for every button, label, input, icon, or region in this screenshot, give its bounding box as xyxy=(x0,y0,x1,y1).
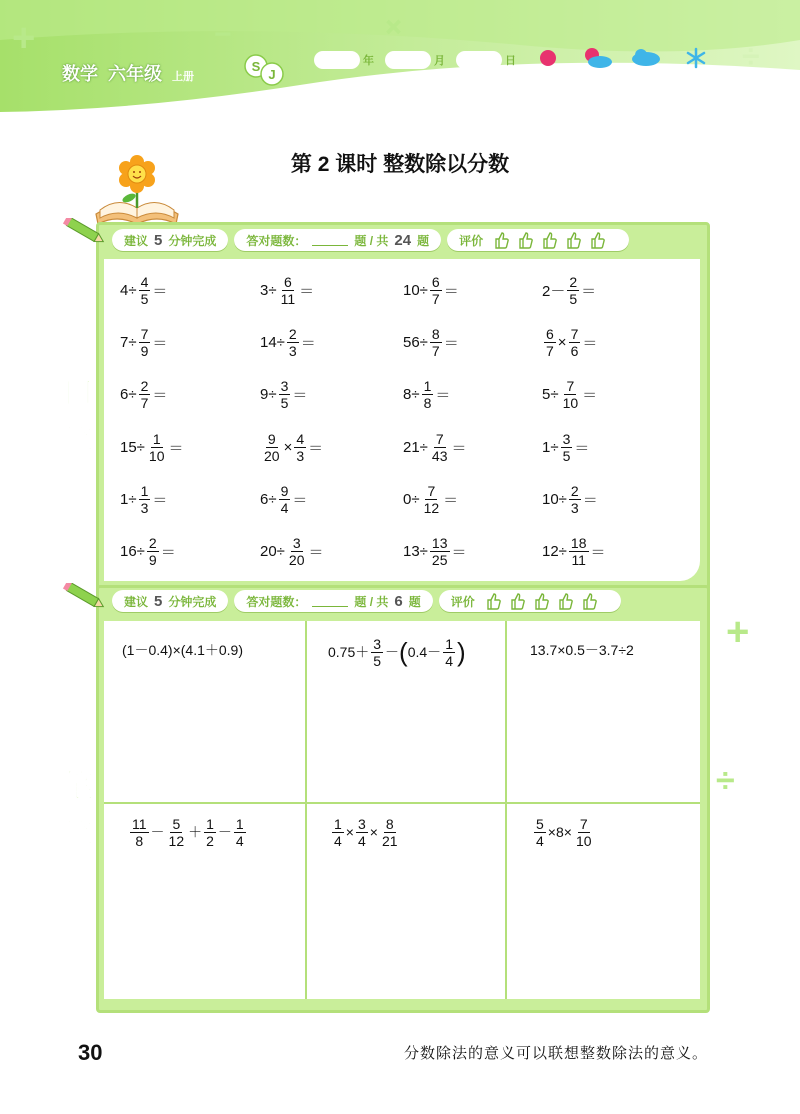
page-title: 第 2 课时 整数除以分数 xyxy=(290,153,510,176)
expr-text: ＝ xyxy=(152,282,168,300)
times-decoration: + xyxy=(372,6,414,48)
fraction: $\frac{8}{7}$ xyxy=(431,325,440,359)
fraction: $\frac{7}{43}$ xyxy=(431,430,448,464)
expr-text: 56÷ xyxy=(403,333,428,351)
expr-text: ×8× xyxy=(547,824,572,840)
expr-text: ＝ xyxy=(435,386,451,404)
written-score xyxy=(234,590,432,612)
expr-text: ＝ xyxy=(168,439,184,457)
year-label: 年 xyxy=(363,55,374,67)
fraction: $\frac{6}{7}$ xyxy=(546,325,554,359)
oral-score xyxy=(234,229,441,251)
fraction: $\frac{11}{8}$ xyxy=(132,815,147,849)
minus-decoration: − xyxy=(214,18,232,51)
subject-label: 数学 xyxy=(62,64,98,84)
grade-label: 六年级 xyxy=(108,64,162,84)
side-label-kou xyxy=(58,372,98,412)
thumbs-up-icon[interactable] xyxy=(533,592,549,610)
operator: × xyxy=(345,824,354,840)
thumbs-up-icon[interactable] xyxy=(565,231,581,249)
fraction: $\frac{1}{10}$ xyxy=(148,430,165,464)
expr-text: ＝ xyxy=(582,386,598,404)
oral-problem[interactable] xyxy=(403,529,467,573)
suggest-suffix: 分钟完成 xyxy=(168,233,217,248)
thumbs-up-icon[interactable] xyxy=(493,231,509,249)
written-problem-3: 13.7×0.5－3.7÷2 xyxy=(530,642,634,658)
oral-problem[interactable] xyxy=(120,320,167,364)
fraction: $\frac{18}{11}$ xyxy=(570,534,587,568)
expr-text: 12÷ xyxy=(542,542,567,560)
fraction: $\frac{2}{3}$ xyxy=(288,325,297,359)
fraction: $\frac{9}{20}$ xyxy=(264,430,280,464)
snow-icon[interactable] xyxy=(684,47,708,69)
expr-text: 8÷ xyxy=(403,385,420,403)
expr-text: ＝ xyxy=(574,439,590,457)
expr-text: 15÷ xyxy=(120,438,145,456)
fraction: $\frac{3}{5}$ xyxy=(373,635,382,669)
oral-problem[interactable] xyxy=(403,268,459,312)
expr-text: ＝ xyxy=(443,334,459,352)
expr-text: ＝ xyxy=(292,491,308,509)
suggest-minutes: 5 xyxy=(154,231,163,249)
operator: － xyxy=(217,824,232,840)
grid-divider xyxy=(505,621,507,999)
month-label: 月 xyxy=(434,55,445,67)
written-problem-1: (1－0.4)×(4.1＋0.9) xyxy=(122,642,243,658)
score-suffix: 题 xyxy=(408,594,421,609)
fraction: $\frac{7}{9}$ xyxy=(140,325,149,359)
sun-icon[interactable] xyxy=(536,47,560,69)
oral-problem[interactable] xyxy=(403,320,459,364)
expr-text: ＝ xyxy=(308,543,324,561)
sj-logo-icon xyxy=(243,53,285,87)
oral-problem[interactable] xyxy=(542,425,589,469)
side-label-bi xyxy=(58,766,98,806)
written-problem-2 xyxy=(328,630,466,674)
expr-text: ＝ xyxy=(300,334,316,352)
svg-text:算: 算 xyxy=(61,817,95,855)
oral-problem[interactable] xyxy=(120,529,176,573)
expr-text: ＝ xyxy=(582,334,598,352)
oral-problem[interactable] xyxy=(542,477,598,521)
sun-cloud-icon[interactable] xyxy=(580,47,614,69)
expr-text: ＝ xyxy=(581,282,597,300)
expr-text: 10÷ xyxy=(542,490,567,508)
oral-suggest-time xyxy=(112,229,228,251)
expr-text: 9÷ xyxy=(260,385,277,403)
written-problem-5 xyxy=(330,810,402,854)
oral-problem[interactable] xyxy=(542,529,606,573)
expr-text: ＝ xyxy=(451,439,467,457)
svg-text:算: 算 xyxy=(61,423,95,461)
expr-text: 2－ xyxy=(542,282,566,300)
paren-open: ( xyxy=(399,637,408,667)
fraction: $\frac{7}{10}$ xyxy=(562,377,579,411)
fraction: $\frac{9}{4}$ xyxy=(280,482,289,516)
fraction: $\frac{4}{3}$ xyxy=(296,430,305,464)
thumbs-up-icon[interactable] xyxy=(541,231,557,249)
expr-text: 0÷ xyxy=(403,490,420,508)
operator: ＋ xyxy=(188,824,203,840)
oral-problem[interactable] xyxy=(542,320,597,364)
oral-problem[interactable] xyxy=(403,477,458,521)
fraction: $\frac{7}{6}$ xyxy=(570,325,579,359)
suggest-minutes: 5 xyxy=(154,592,163,610)
side-label-suan-oral xyxy=(58,422,98,462)
oral-problem[interactable] xyxy=(120,425,184,469)
fraction: $\frac{8}{21}$ xyxy=(381,815,398,849)
score-total: 6 xyxy=(394,592,403,610)
page-number: 30 xyxy=(78,1040,103,1065)
day-label: 日 xyxy=(505,55,516,67)
score-suffix: 题 xyxy=(417,233,430,248)
thumbs-up-icon[interactable] xyxy=(517,231,533,249)
oral-info-bar xyxy=(100,229,629,251)
fraction: $\frac{5}{12}$ xyxy=(168,815,185,849)
oral-problem[interactable] xyxy=(260,372,307,416)
thumbs-up-icon[interactable] xyxy=(557,592,573,610)
expr-text: 7÷ xyxy=(120,333,137,351)
expr-text: 20÷ xyxy=(260,542,285,560)
score-mid: 题 / 共 xyxy=(354,233,389,248)
expr-text: ＝ xyxy=(308,439,324,457)
expr-text: ＝ xyxy=(292,386,308,404)
rating-thumbs xyxy=(493,231,605,249)
oral-problem[interactable] xyxy=(260,477,307,521)
expr-text: ＝ xyxy=(443,491,459,509)
oral-problem[interactable] xyxy=(260,529,324,573)
expr-text: 4÷ xyxy=(120,281,137,299)
fraction: $\frac{1}{4}$ xyxy=(235,815,244,849)
score-mid: 题 / 共 xyxy=(354,594,389,609)
oral-problem[interactable] xyxy=(120,477,167,521)
rating-label: 评价 xyxy=(450,594,475,609)
logo-letter-j: J xyxy=(268,67,276,82)
expr-text: 13÷ xyxy=(403,542,428,560)
divide-decoration: ÷ xyxy=(742,38,760,74)
fraction: $\frac{2}{9}$ xyxy=(148,534,157,568)
written-problem-4 xyxy=(128,810,248,854)
fraction: $\frac{13}{25}$ xyxy=(431,534,448,568)
rating-label: 评价 xyxy=(459,233,484,248)
suggest-prefix: 建议 xyxy=(124,233,149,248)
fraction: $\frac{5}{4}$ xyxy=(536,815,544,849)
thumbs-up-icon[interactable] xyxy=(509,592,525,610)
expr-text: 3÷ xyxy=(260,281,277,299)
oral-problem[interactable] xyxy=(260,268,314,312)
expr-text: ＝ xyxy=(582,491,598,509)
fraction: $\frac{1}{4}$ xyxy=(445,635,453,669)
fraction: $\frac{7}{10}$ xyxy=(575,815,592,849)
fraction: $\frac{3}{5}$ xyxy=(280,377,289,411)
footer-tip: 分数除法的意义可以联想整数除法的意义。 xyxy=(403,1044,708,1062)
divide-decoration: ÷ xyxy=(716,762,735,800)
expr-text: ＝ xyxy=(160,543,176,561)
oral-problem[interactable] xyxy=(542,268,596,312)
written-problem-6 xyxy=(532,810,596,854)
day-field[interactable] xyxy=(456,51,502,69)
expr-text: 0.75＋ xyxy=(328,644,370,660)
oral-problem[interactable] xyxy=(120,268,167,312)
expr-text: 16÷ xyxy=(120,542,145,560)
fraction: $\frac{2}{5}$ xyxy=(569,273,578,307)
term-label: 上册 xyxy=(172,71,194,83)
expr-text: 5÷ xyxy=(542,385,559,403)
fraction: $\frac{3}{4}$ xyxy=(357,815,366,849)
written-suggest-time xyxy=(112,590,228,612)
thumbs-up-icon[interactable] xyxy=(581,592,597,610)
thumbs-up-icon[interactable] xyxy=(589,231,605,249)
oral-problem[interactable] xyxy=(403,425,467,469)
fraction: $\frac{7}{12}$ xyxy=(423,482,440,516)
paren-close: ) xyxy=(456,637,466,667)
expr-text: 6÷ xyxy=(120,385,137,403)
expr-text: ＝ xyxy=(590,543,606,561)
expr-text: ＝ xyxy=(152,334,168,352)
year-field[interactable] xyxy=(314,51,360,69)
oral-problem[interactable] xyxy=(260,425,323,469)
fraction: $\frac{6}{7}$ xyxy=(431,273,440,307)
fraction: $\frac{3}{20}$ xyxy=(288,534,305,568)
svg-text:口: 口 xyxy=(61,373,95,411)
suggest-suffix: 分钟完成 xyxy=(168,594,217,609)
fraction: $\frac{2}{3}$ xyxy=(570,482,579,516)
grid-divider xyxy=(305,621,307,999)
expr-text: 0.4－ xyxy=(407,644,442,660)
fraction: $\frac{6}{11}$ xyxy=(280,273,296,307)
book-flower-icon xyxy=(92,152,182,226)
expr-text: ＝ xyxy=(152,491,168,509)
fraction: $\frac{1}{3}$ xyxy=(140,482,149,516)
cloud-icon[interactable] xyxy=(630,47,662,69)
fraction: $\frac{2}{7}$ xyxy=(140,377,149,411)
written-rating xyxy=(439,590,621,612)
grid-divider xyxy=(104,802,700,804)
side-label-suan-written xyxy=(58,816,98,856)
score-prefix: 答对题数： xyxy=(246,594,307,609)
oral-problem[interactable] xyxy=(120,372,167,416)
fraction: $\frac{1}{2}$ xyxy=(206,815,214,849)
operator: × xyxy=(369,824,378,840)
rating-thumbs xyxy=(485,592,597,610)
expr-text: 1÷ xyxy=(120,490,137,508)
thumbs-up-icon[interactable] xyxy=(485,592,501,610)
expr-text: × xyxy=(557,333,567,351)
written-info-bar xyxy=(100,590,621,612)
fraction: $\frac{4}{5}$ xyxy=(140,273,149,307)
score-prefix: 答对题数： xyxy=(246,233,307,248)
score-blank[interactable] xyxy=(312,235,348,246)
expr-text: 21÷ xyxy=(403,438,428,456)
svg-text:笔: 笔 xyxy=(61,767,95,805)
month-field[interactable] xyxy=(385,51,431,69)
suggest-prefix: 建议 xyxy=(124,594,149,609)
expr-text: 10÷ xyxy=(403,281,428,299)
oral-answer-area xyxy=(104,259,700,581)
oral-rating xyxy=(447,229,629,251)
expr-text: ＝ xyxy=(443,282,459,300)
plus-decoration: + xyxy=(12,16,36,60)
fraction: $\frac{3}{5}$ xyxy=(562,430,571,464)
logo-letter-s: S xyxy=(251,59,261,74)
fraction: $\frac{1}{8}$ xyxy=(423,377,432,411)
score-blank[interactable] xyxy=(312,596,348,607)
oral-problem[interactable] xyxy=(542,372,597,416)
oral-problem[interactable] xyxy=(403,372,450,416)
expr-text: 6÷ xyxy=(260,490,277,508)
plus-decoration: + xyxy=(726,610,750,654)
expr-text: × xyxy=(283,438,293,456)
fraction: $\frac{1}{4}$ xyxy=(334,815,342,849)
header-book-info xyxy=(62,60,194,86)
expr-text: ＝ xyxy=(152,386,168,404)
expr-text: ＝ xyxy=(451,543,467,561)
operator: － xyxy=(150,824,165,840)
score-total: 24 xyxy=(394,231,412,249)
expr-text: － xyxy=(385,644,400,660)
oral-problem[interactable] xyxy=(260,320,316,364)
expr-text: 1÷ xyxy=(542,438,559,456)
expr-text: 14÷ xyxy=(260,333,285,351)
expr-text: ＝ xyxy=(299,282,315,300)
